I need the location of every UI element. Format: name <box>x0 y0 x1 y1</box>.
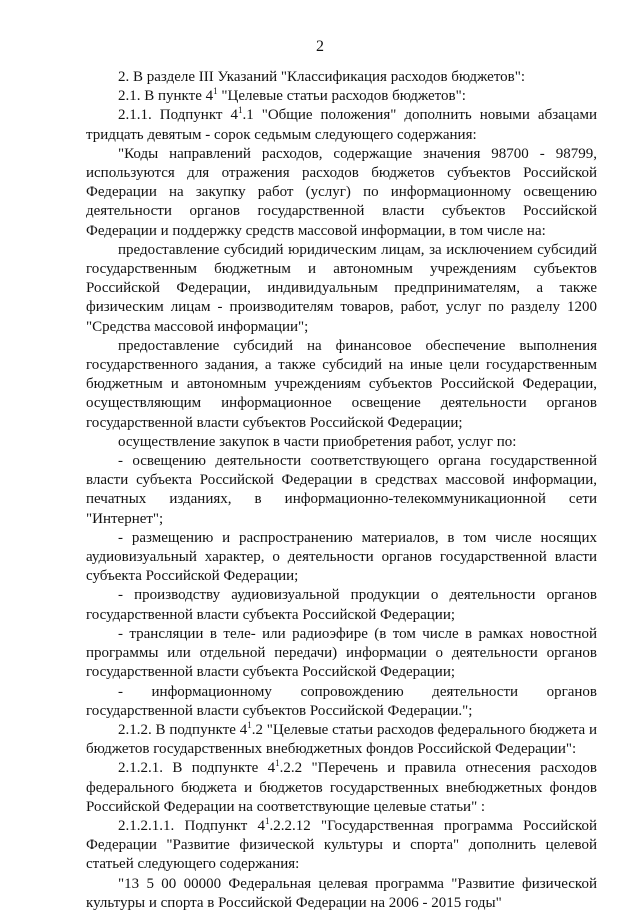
paragraph-list-item-coverage <box>86 452 597 529</box>
paragraph-item-2-1-2 <box>86 721 597 759</box>
superscript: 1 <box>213 86 218 97</box>
paragraph-text: осуществление закупок в части приобретения работ, услуг по: <box>118 433 517 450</box>
paragraph-item-2-1-2-1-1 <box>86 817 597 875</box>
paragraph-text: .2.2.12 "Государственная программа Российской Федерации "Развитие физической культуры и спорта" дополнить целевой статьей следующего содержания: <box>86 817 597 873</box>
paragraph-text: - освещению деятельности соответствующего органа государственной власти субъекта Российской Федерации в средствах массовой информации, печатных изданиях, в информационно-телекоммуникационной сети "Интернет"; <box>86 453 597 527</box>
paragraph-subsidies-legal-entities <box>86 241 597 337</box>
paragraph-text: 2.1.1. Подпункт 4 <box>118 107 238 124</box>
paragraph-text: 2.1.2. В подпункте 4 <box>118 721 248 738</box>
paragraph-procurement <box>86 433 597 452</box>
paragraph-text: - производству аудиовизуальной продукции о деятельности органов государственной власти субъекта Российской Федерации; <box>86 587 597 623</box>
paragraph-text: .1 "Общие положения" дополнить новыми абзацами тридцать девятым - сорок седьмым следующего содержания: <box>86 107 597 143</box>
paragraph-list-item-support <box>86 683 597 721</box>
paragraph-codes-description <box>86 145 597 241</box>
paragraph-text: "Целевые статьи расходов бюджетов": <box>217 88 466 105</box>
superscript: 1 <box>237 105 243 116</box>
superscript: 1 <box>265 815 270 826</box>
document-body <box>86 68 597 913</box>
superscript: 1 <box>275 758 280 769</box>
page-number: 2 <box>316 38 324 55</box>
paragraph-item-2-1-1 <box>86 106 597 144</box>
paragraph-text: "Коды направлений расходов, содержащие значения 98700 - 98799, используются для отражения расходов бюджетов субъектов Российской Федерации на закупку работ (услуг) по информационному освещению деятельности органов государственной власти субъектов Российской Федерации и поддержку средств массовой информации, в том числе на: <box>86 145 597 239</box>
paragraph-text: 2.1. В пункте 4 <box>118 88 214 105</box>
paragraph-item-2-1-2-1 <box>86 759 597 817</box>
paragraph-text: .2.2 "Перечень и правила отнесения расходов федерального бюджета и бюджетов государственных внебюджетных фондов Российской Федерации на соответствующие целевые статьи" : <box>86 760 597 815</box>
paragraph-text: - размещению и распространению материалов, в том числе носящих аудиовизуальный характер, о деятельности органов государственной власти субъекта Российской Федерации; <box>86 529 597 585</box>
superscript: 1 <box>247 719 252 730</box>
paragraph-text: 2.1.2.1.1. Подпункт 4 <box>118 817 266 834</box>
paragraph-text: .2 "Целевые статьи расходов федерального бюджета и бюджетов государственных внебюджетных фондов Российской Федерации": <box>86 721 597 758</box>
paragraph-list-item-production <box>86 586 597 624</box>
paragraph-list-item-broadcast <box>86 625 597 683</box>
paragraph-item-2-1 <box>86 87 597 106</box>
paragraph-subsidies-state-task <box>86 337 597 433</box>
paragraph-text: 2. В разделе III Указаний "Классификация расходов бюджетов": <box>118 69 526 85</box>
paragraph-list-item-materials <box>86 529 597 587</box>
paragraph-text: - информационному сопровождению деятельности органов государственной власти субъектов Российской Федерации."; <box>86 683 597 719</box>
paragraph-text: предоставление субсидий юридическим лицам, за исключением субсидий государственным бюджетным и автономным учреждениям субъектов Российской Федерации, индивидуальным предпринимателям, а также физическим лицам - производителям товаров, работ, услуг по разделу 1200 "Средства массовой информации"; <box>86 241 597 335</box>
paragraph-text: предоставление субсидий на финансовое обеспечение выполнения государственного задания, а также субсидий на иные цели государственным бюджетным и автономным учреждениям субъектов Российской Федерации, осуществляющим информационное освещение деятельности органов государственной власти субъектов Российской Федерации; <box>86 337 597 431</box>
paragraph-text: 2.1.2.1. В подпункте 4 <box>118 760 276 777</box>
paragraph-text: - трансляции в теле- или радиоэфире (в том числе в рамках новостной программы или отдельной передачи) информации о деятельности органов государственной власти субъекта Российской Федерации; <box>86 625 597 681</box>
paragraph-text: "13 5 00 00000 Федеральная целевая программа "Развитие физической культуры и спорта в Российской Федерации на 2006 - 2015 годы" <box>86 875 597 911</box>
paragraph-target-article <box>86 875 597 913</box>
paragraph-section-heading <box>86 68 597 87</box>
